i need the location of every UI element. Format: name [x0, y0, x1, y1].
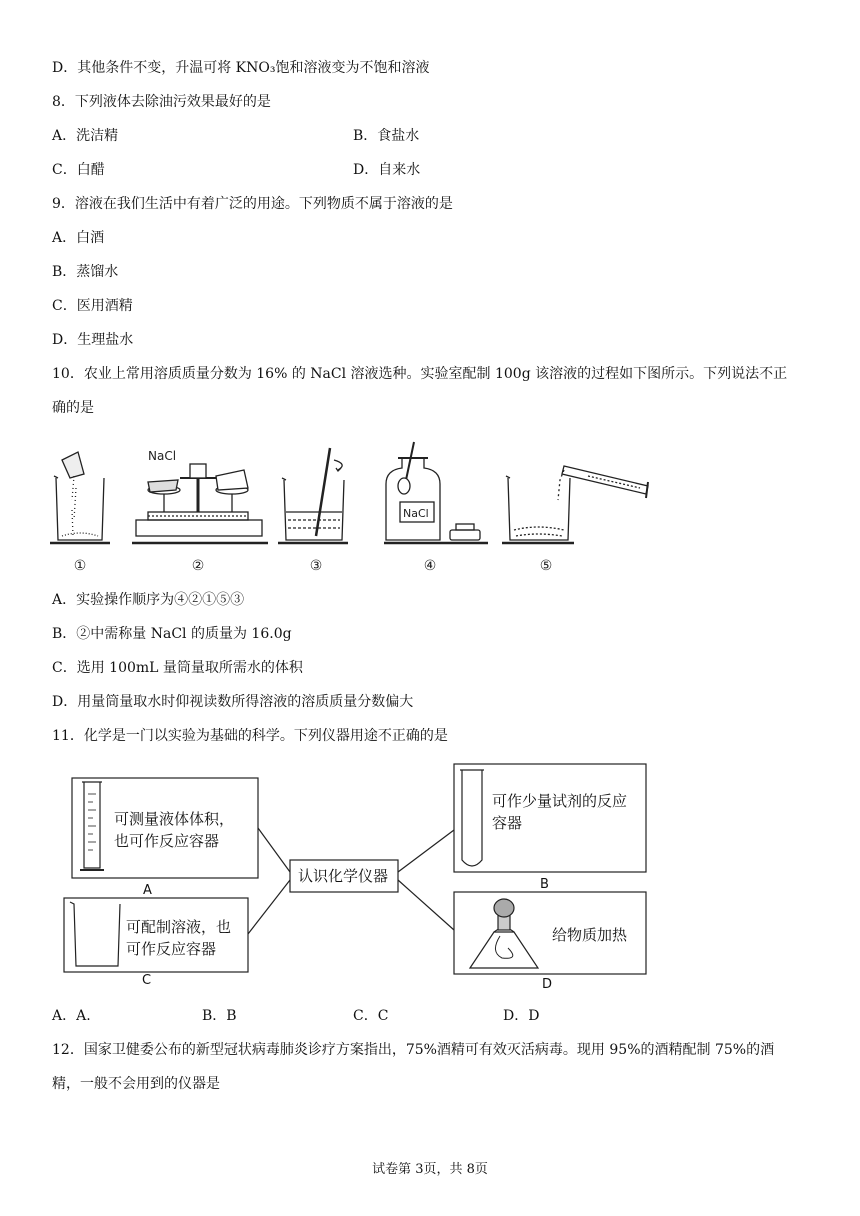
q10-option-d: D．用量筒量取水时仰视读数所得溶液的溶质质量分数偏大 — [52, 694, 414, 710]
q8-option-d: D．自来水 — [353, 162, 421, 178]
step-label-2: ② — [191, 558, 205, 574]
q10-option-a: A．实验操作顺序为④②①⑤③ — [52, 592, 245, 608]
q8-option-b: B．食盐水 — [353, 128, 420, 144]
page-footer: 试卷第 3页，共 8页 — [372, 1162, 488, 1177]
q8-stem: 8．下列液体去除油污效果最好的是 — [52, 94, 271, 110]
box-c-label: C — [142, 973, 152, 988]
step2-weigh-balance — [132, 464, 268, 543]
step-label-5: ⑤ — [539, 558, 553, 574]
q10-figure — [48, 440, 668, 580]
nacl-label-balance: NaCl — [148, 449, 177, 463]
box-a-text-line2: 也可作反应容器 — [114, 832, 220, 850]
q11-option-d: D．D — [503, 1008, 540, 1024]
q9-option-c: C．医用酒精 — [52, 298, 133, 314]
box-c-text-line1: 可配制溶液，也 — [126, 918, 232, 936]
box-b-text-line2: 容器 — [492, 814, 523, 832]
box-c-text-line2: 可作反应容器 — [126, 940, 217, 958]
q12-stem-line1: 12．国家卫健委公布的新型冠状病毒肺炎诊疗方案指出，75%酒精可有效灭活病毒。现用 95%的酒精配制 75%的酒 — [52, 1042, 775, 1058]
center-box-text: 认识化学仪器 — [298, 867, 389, 885]
q11-option-c: C．C — [353, 1008, 389, 1024]
q11-option-a: A．A. — [52, 1008, 91, 1024]
step3-stir-dissolve — [278, 448, 348, 543]
q12-stem-line2: 精，一般不会用到的仪器是 — [52, 1076, 220, 1092]
step-label-4: ④ — [423, 558, 437, 574]
step4-reagent-bottle — [384, 442, 488, 543]
q8-option-a: A．洗洁精 — [52, 128, 119, 144]
q11-option-b: B．B — [202, 1008, 237, 1024]
box-a-text-line1: 可测量液体体积， — [114, 810, 235, 828]
box-b-label: B — [540, 877, 549, 892]
step5-pour-water — [502, 466, 648, 543]
box-a-label: A — [143, 883, 152, 898]
box-b — [454, 764, 646, 872]
q9-option-a: A．白酒 — [52, 230, 105, 246]
q7-option-d: D．其他条件不变，升温可将 KNO₃饱和溶液变为不饱和溶液 — [52, 60, 430, 76]
q9-option-d: D．生理盐水 — [52, 332, 134, 348]
q9-stem: 9．溶液在我们生活中有着广泛的用途。下列物质不属于溶液的是 — [52, 196, 453, 212]
nacl-label-bottle: NaCl — [403, 507, 429, 520]
q9-option-b: B．蒸馏水 — [52, 264, 119, 280]
q10-option-c: C．选用 100mL 量筒量取所需水的体积 — [52, 660, 303, 676]
q10-option-b: B．②中需称量 NaCl 的质量为 16.0g — [52, 626, 292, 642]
step-label-1: ① — [73, 558, 87, 574]
box-b-text-line1: 可作少量试剂的反应 — [492, 792, 628, 810]
box-d-text: 给物质加热 — [552, 926, 628, 944]
q11-stem: 11．化学是一门以实验为基础的科学。下列仪器用途不正确的是 — [52, 728, 448, 744]
step1-pour-solid — [50, 452, 110, 543]
q10-stem-line1: 10．农业上常用溶质质量分数为 16% 的 NaCl 溶液选种。实验室配制 100g 该溶液的过程如下图所示。下列说法不正 — [52, 366, 788, 382]
q10-stem-line2: 确的是 — [52, 400, 94, 416]
box-d-label: D — [542, 977, 553, 992]
q11-figure — [0, 760, 860, 996]
step-label-3: ③ — [309, 558, 323, 574]
q8-option-c: C．白醋 — [52, 162, 105, 178]
